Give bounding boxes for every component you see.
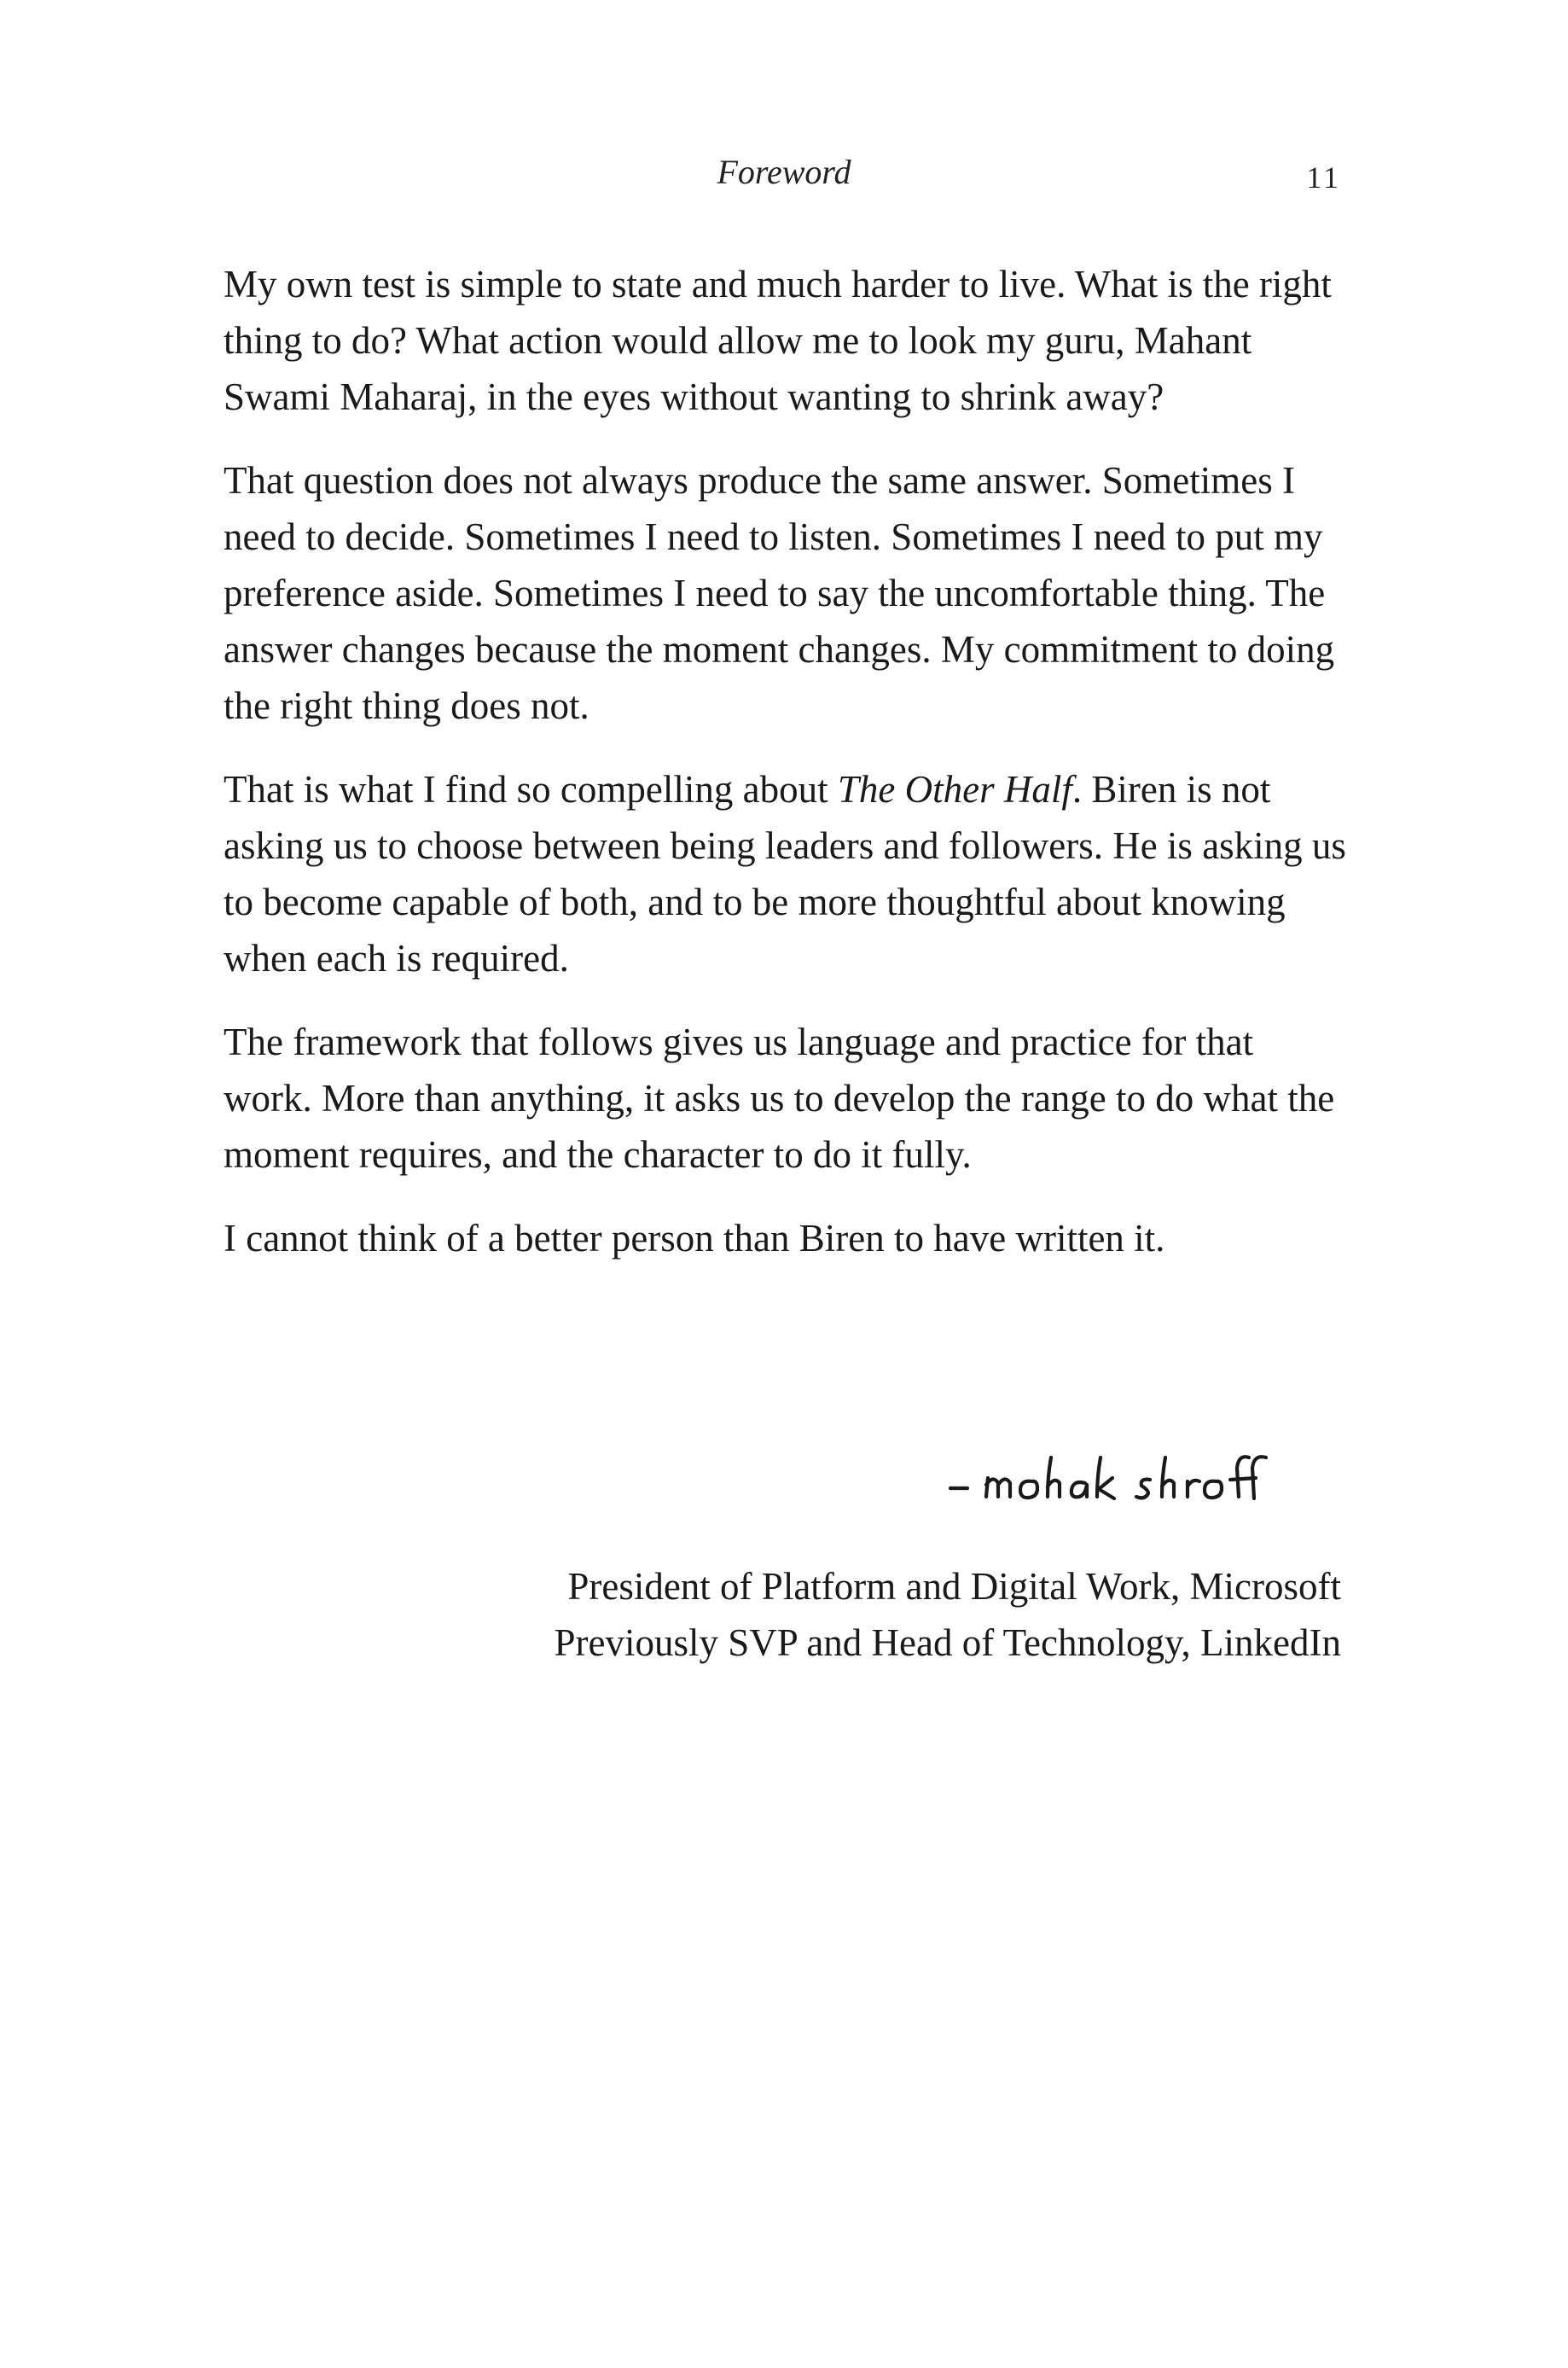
- page-number: 11: [1306, 160, 1341, 195]
- attribution: [224, 1558, 1341, 1671]
- running-head: Foreword: [717, 153, 851, 191]
- handwritten-signature: [938, 1442, 1284, 1510]
- attribution-line-2: Previously SVP and Head of Technology, LinkedIn: [554, 1621, 1341, 1664]
- paragraph-3-start: That is what I find so compelling about: [224, 768, 838, 811]
- paragraph-4: The framework that follows gives us language and practice for that work. More than anything, it asks us to develop the range to do what the moment requires, and the character to do it fully.: [224, 1021, 1335, 1176]
- book-title: The Other Half: [837, 768, 1072, 811]
- paragraph-2: That question does not always produce the same answer. Sometimes I need to decide. Sometimes I need to listen. Sometimes I need to put my preference aside. Sometimes I need to say the uncomfortable thing. The answer changes because the moment changes. My commitment to doing the right thing does not.: [224, 459, 1335, 727]
- paragraph-3-end: . Biren is not asking us to choose between being leaders and followers. He is asking us to become capable of both, and to be more thoughtful about knowing when each is required.: [224, 768, 1346, 980]
- paragraph-1: My own test is simple to state and much harder to live. What is the right thing to do? What action would allow me to look my guru, Mahant Swami Maharaj, in the eyes without wanting to shrink away?: [224, 263, 1332, 418]
- attribution-line-1: President of Platform and Digital Work, Microsoft: [567, 1565, 1341, 1608]
- paragraph-3: [224, 761, 1350, 986]
- paragraph-5: I cannot think of a better person than Biren to have written it.: [224, 1217, 1165, 1260]
- foreword-body: [224, 256, 1350, 1266]
